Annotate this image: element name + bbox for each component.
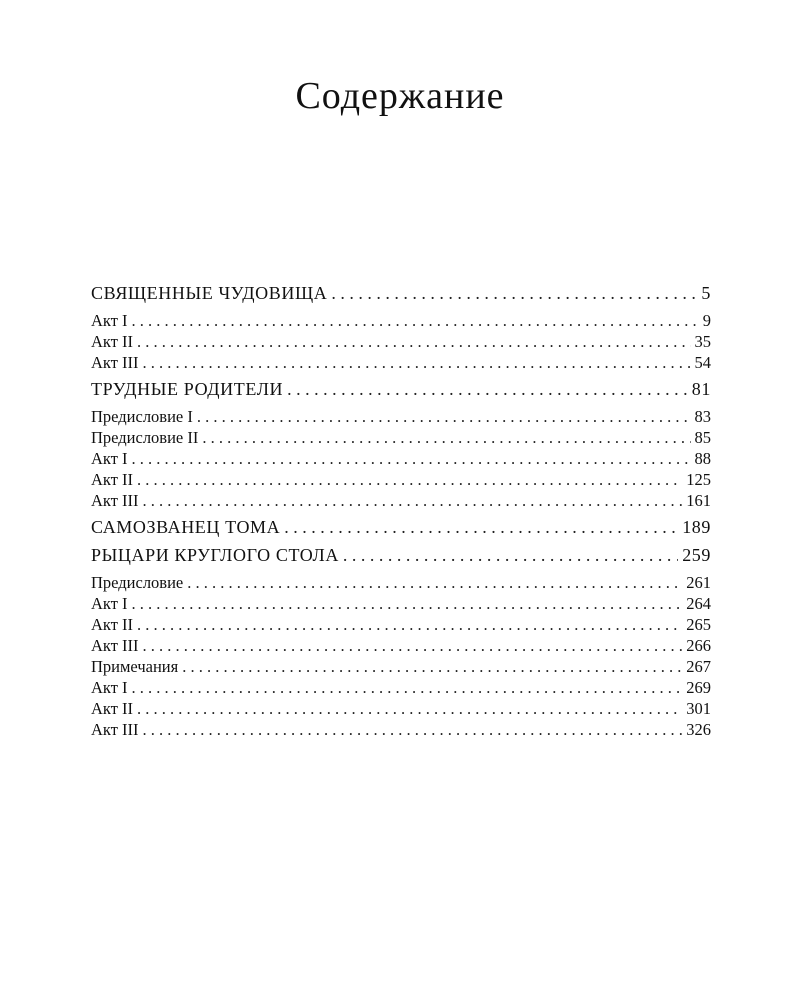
dot-leader	[331, 282, 697, 305]
toc-entry-page-number: 269	[686, 678, 711, 697]
toc-entry	[91, 490, 711, 511]
toc-entry-label: Акт II	[91, 332, 134, 351]
toc-entry-page-number: 266	[686, 636, 711, 655]
toc-entry	[91, 331, 711, 352]
toc-entry-page-number: 267	[686, 657, 711, 676]
toc-entry-label: СВЯЩЕННЫЕ ЧУДОВИЩА	[91, 283, 328, 303]
toc-entry-label: Акт III	[91, 353, 139, 372]
toc-entry-page-number: 81	[691, 379, 711, 399]
toc-entry-page-number: 88	[694, 449, 711, 468]
dot-leader	[287, 378, 688, 401]
dot-leader	[132, 448, 691, 469]
dot-leader	[132, 593, 683, 614]
toc-entry	[91, 635, 711, 656]
toc-entry-label: РЫЦАРИ КРУГЛОГО СТОЛА	[91, 545, 339, 565]
toc-entry	[91, 593, 711, 614]
toc-entry-label: Акт III	[91, 491, 139, 510]
dot-leader	[197, 406, 691, 427]
toc-entry-label: Акт I	[91, 678, 128, 697]
toc-entry-label: Акт II	[91, 615, 134, 634]
toc-entry-label: Акт II	[91, 470, 134, 489]
dot-leader	[187, 572, 682, 593]
toc-entry	[91, 448, 711, 469]
toc-section-entry	[91, 544, 711, 567]
toc-entry-label: Примечания	[91, 657, 179, 676]
toc-entry-page-number: 301	[686, 699, 711, 718]
dot-leader	[202, 427, 690, 448]
dot-leader	[132, 310, 699, 331]
toc-entry-page-number: 265	[686, 615, 711, 634]
toc-entry	[91, 310, 711, 331]
toc-entry-page-number: 5	[701, 283, 711, 303]
toc-entry-page-number: 35	[694, 332, 711, 351]
toc-entry-label: Акт I	[91, 311, 128, 330]
dot-leader	[137, 331, 690, 352]
toc-section-entry	[91, 378, 711, 401]
toc-entry	[91, 677, 711, 698]
toc-entry	[91, 352, 711, 373]
toc-entry-page-number: 161	[686, 491, 711, 510]
toc-entry-label: Акт III	[91, 720, 139, 739]
toc-section-entry	[91, 282, 711, 305]
toc-entry-label: Предисловие II	[91, 428, 199, 447]
dot-leader	[143, 352, 691, 373]
toc-entry	[91, 406, 711, 427]
page-title: Содержание	[295, 75, 505, 117]
toc-entry-label: Акт III	[91, 636, 139, 655]
toc-entry-page-number: 261	[686, 573, 711, 592]
toc-section-entry	[91, 516, 711, 539]
toc-entry	[91, 614, 711, 635]
toc-entry	[91, 719, 711, 740]
toc-entry-label: Акт II	[91, 699, 134, 718]
dot-leader	[137, 469, 682, 490]
dot-leader	[182, 656, 682, 677]
toc-entry-page-number: 125	[686, 470, 711, 489]
toc-entry-page-number: 9	[702, 311, 711, 330]
toc-entry	[91, 656, 711, 677]
toc-entry	[91, 427, 711, 448]
toc-entry	[91, 572, 711, 593]
toc-entry-page-number: 259	[682, 545, 711, 565]
toc-entry-label: Предисловие	[91, 573, 184, 592]
dot-leader	[137, 698, 682, 719]
dot-leader	[284, 516, 678, 539]
table-of-contents	[91, 282, 711, 740]
dot-leader	[143, 635, 683, 656]
dot-leader	[132, 677, 683, 698]
dot-leader	[143, 719, 683, 740]
dot-leader	[143, 490, 683, 511]
toc-entry-label: ТРУДНЫЕ РОДИТЕЛИ	[91, 379, 284, 399]
toc-entry-page-number: 83	[694, 407, 711, 426]
dot-leader	[343, 544, 678, 567]
toc-entry-label: Акт I	[91, 449, 128, 468]
dot-leader	[137, 614, 682, 635]
toc-entry-label: САМОЗВАНЕЦ ТОМА	[91, 517, 281, 537]
toc-entry-page-number: 264	[686, 594, 711, 613]
toc-entry-page-number: 326	[686, 720, 711, 739]
toc-entry-page-number: 85	[694, 428, 711, 447]
toc-entry	[91, 698, 711, 719]
toc-entry-label: Акт I	[91, 594, 128, 613]
toc-entry-label: Предисловие I	[91, 407, 193, 426]
toc-entry-page-number: 189	[682, 517, 711, 537]
toc-entry	[91, 469, 711, 490]
toc-entry-page-number: 54	[694, 353, 711, 372]
